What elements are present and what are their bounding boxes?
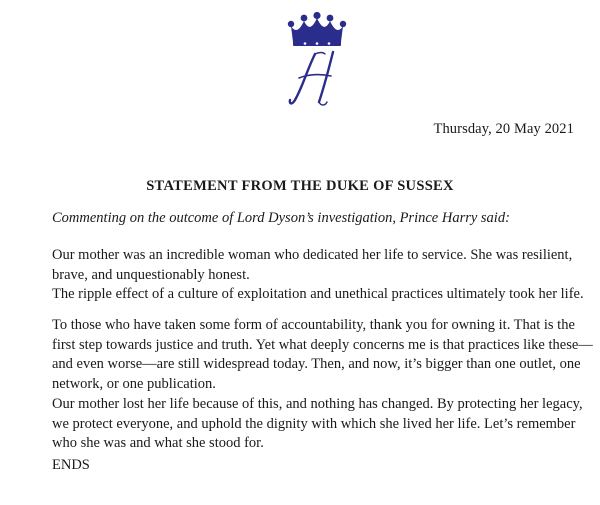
statement-paragraph bbox=[52, 395, 592, 454]
paragraph-line: and even worse—are still widespread today. Then, and now, it’s bigger than one outlet, one bbox=[52, 356, 581, 372]
statement-ends: ENDS bbox=[52, 457, 90, 473]
paragraph-line: The ripple effect of a culture of exploitation and unethical practices ultimately took her life. bbox=[52, 286, 584, 302]
paragraph-line: To those who have taken some form of accountability, thank you for owning it. That is the bbox=[52, 317, 575, 333]
paragraph-line: Our mother lost her life because of this, and nothing has changed. By protecting her legacy, bbox=[52, 396, 583, 412]
statement-intro: Commenting on the outcome of Lord Dyson’s investigation, Prince Harry said: bbox=[52, 210, 510, 226]
statement-paragraph bbox=[52, 316, 592, 394]
statement-title: STATEMENT FROM THE DUKE OF SUSSEX bbox=[146, 178, 454, 194]
paragraph-line: Our mother was an incredible woman who dedicated her life to service. She was resilient, bbox=[52, 247, 573, 263]
paragraph-line: first step towards justice and truth. Yet what deeply concerns me is that practices like these— bbox=[52, 336, 593, 353]
paragraph-line: network, or one publication. bbox=[52, 375, 216, 392]
statement-paragraph bbox=[52, 246, 592, 305]
paragraph-line: who she was and what she stood for. bbox=[52, 435, 264, 451]
crowned-h-monogram-icon bbox=[285, 12, 349, 112]
statement-date: Thursday, 20 May 2021 bbox=[433, 121, 574, 137]
paragraph-line: brave, and unquestionably honest. bbox=[52, 266, 250, 283]
paragraph-line: we protect everyone, and uphold the dignity with which she lived her life. Let’s remember bbox=[52, 415, 576, 432]
